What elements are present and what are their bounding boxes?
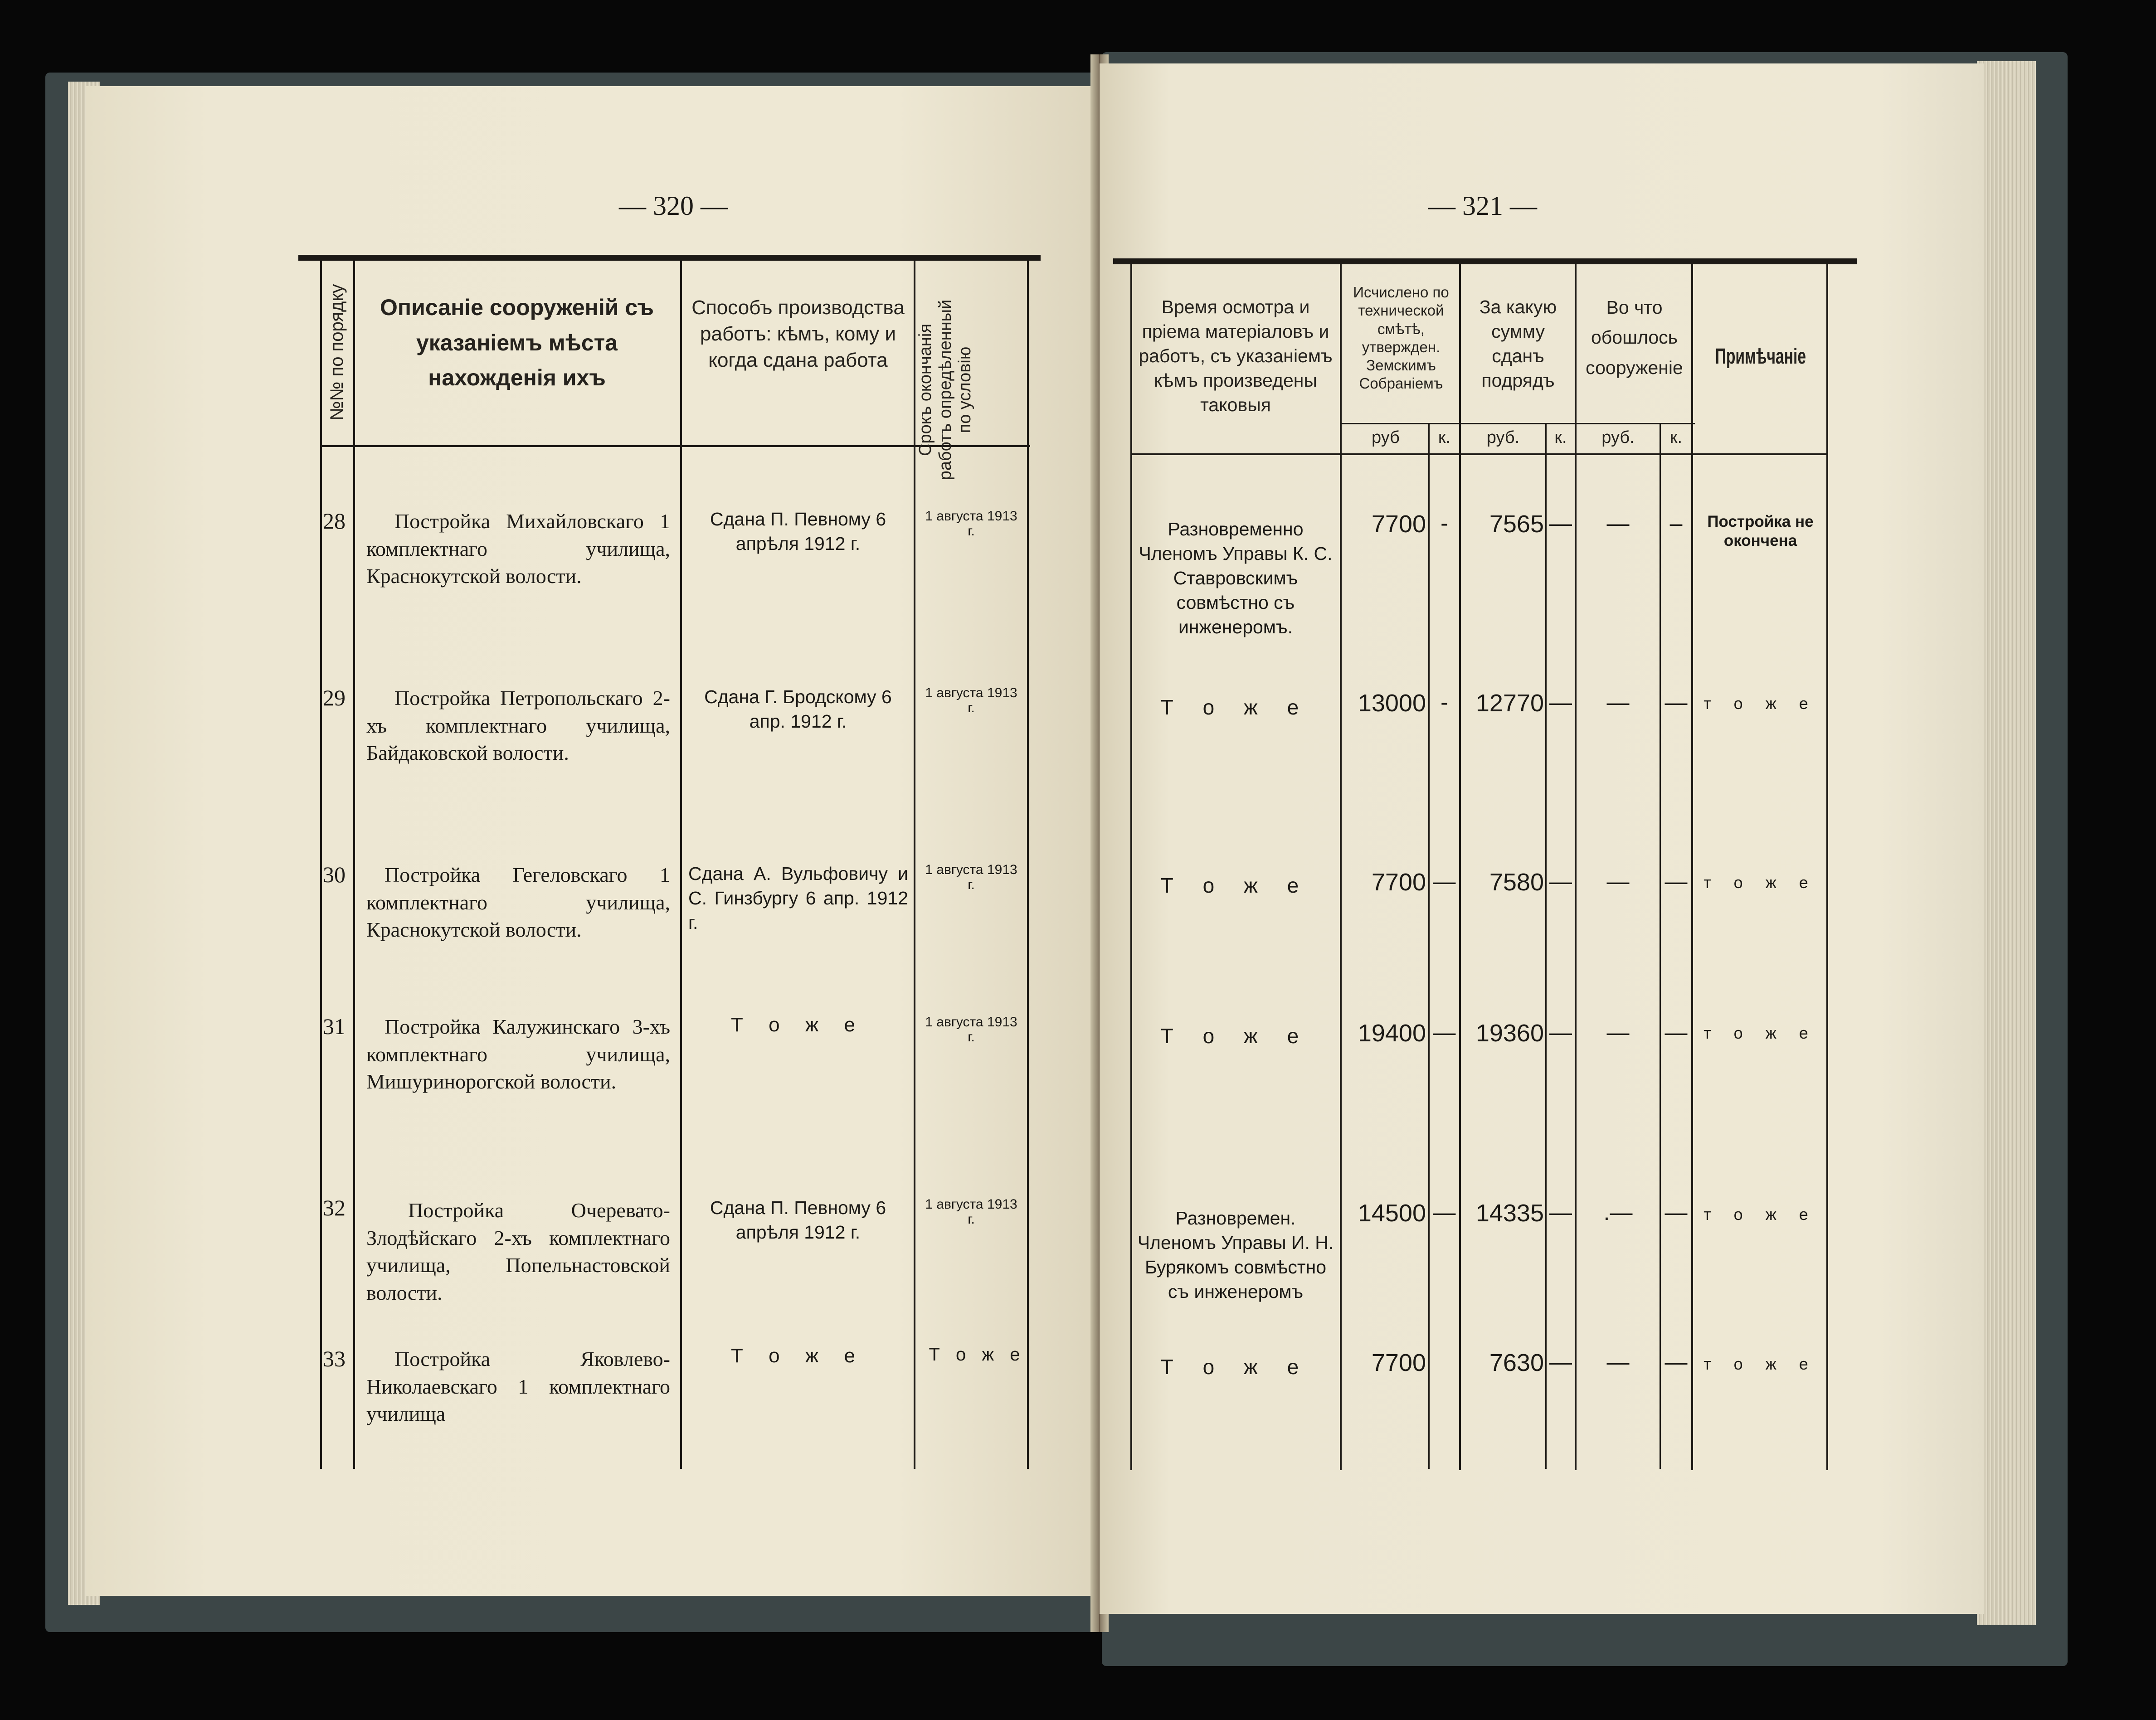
subheader-cost-kop: к.	[1669, 428, 1683, 447]
row-contract-rub: 19360	[1475, 1020, 1544, 1047]
page-block-edge-right	[1977, 61, 2036, 1625]
row-contract-kop: —	[1549, 690, 1572, 715]
row-number: 29	[323, 685, 346, 710]
left-col-divider-3	[680, 261, 682, 1469]
row-estimate-rub: 7700	[1371, 869, 1426, 896]
left-col-divider-5	[1027, 261, 1029, 1469]
row-description: Постройка Яковлево-Николаевскаго 1 комплектнаго училища	[366, 1347, 670, 1426]
subheader-estimate-rub: руб	[1372, 428, 1400, 447]
row-note: т о ж е	[1703, 1024, 1817, 1042]
row-estimate-rub: 19400	[1358, 1020, 1426, 1047]
row-number: 32	[323, 1195, 346, 1220]
row-note: т о ж е	[1703, 1205, 1817, 1224]
row-deadline: 1 августа 1913 г.	[925, 862, 1017, 892]
row-cost-rub: —	[1606, 869, 1630, 894]
row-cost-rub: —	[1606, 690, 1630, 715]
row-deadline: 1 августа 1913 г.	[925, 1015, 1017, 1045]
row-cost-kop: —	[1664, 1349, 1688, 1375]
row-method: Т о ж е	[731, 1014, 865, 1036]
right-col-divider-7	[1660, 424, 1661, 1469]
row-contract-kop: —	[1549, 1349, 1572, 1375]
row-contract-kop: —	[1549, 1200, 1572, 1225]
row-inspection: Т о ж е	[1160, 874, 1311, 897]
header-inspection: Время осмотра и пріема матеріаловъ и работъ, съ указаніемъ кѣмъ произведены таковыя	[1139, 296, 1333, 416]
row-cost-kop: –	[1669, 510, 1683, 536]
header-method: Способъ производства работъ: кѣмъ, кому и когда сдана работа	[691, 296, 905, 372]
right-table-top-rule	[1113, 258, 1857, 264]
row-inspection: Разновременно Членомъ Управы К. С. Ставровскимъ совмѣстно съ инженеромъ.	[1139, 519, 1333, 638]
right-col-divider-8	[1691, 264, 1693, 1470]
row-number: 31	[323, 1014, 346, 1039]
row-description: Постройка Михайловскаго 1 комплектнаго училища, Краснокутской волости.	[366, 510, 670, 588]
row-cost-rub: —	[1606, 510, 1630, 536]
row-description: Постройка Калужинскаго 3-хъ комплектнаго училища, Мишуринорогской волости.	[366, 1015, 670, 1093]
header-contract: За какую сумму сданъ подрядъ	[1479, 296, 1557, 391]
row-estimate-kop: —	[1433, 869, 1456, 894]
row-estimate-kop: -	[1441, 510, 1448, 536]
right-col-divider-1	[1130, 264, 1132, 1470]
row-contract-kop: —	[1549, 1020, 1572, 1045]
subheader-estimate-kop: к.	[1438, 428, 1451, 447]
subheader-contract-rub: руб.	[1486, 428, 1520, 447]
row-contract-rub: 7580	[1489, 869, 1544, 896]
row-estimate-kop: -	[1441, 690, 1448, 715]
row-cost-rub: —	[1606, 1020, 1630, 1045]
row-inspection: Разновремен. Членомъ Управы И. Н. Бурякомъ совмѣстно съ инженеромъ	[1137, 1208, 1334, 1302]
right-col-divider-2	[1340, 264, 1342, 1470]
row-estimate-kop: —	[1433, 1020, 1456, 1045]
header-estimate: Исчислено по технической смѣтѣ, утвержден. Земскимъ Собраніемъ	[1353, 284, 1449, 392]
left-col-divider-4	[914, 261, 915, 1469]
row-cost-kop: —	[1664, 869, 1688, 894]
left-page-number: — 320 —	[619, 191, 728, 221]
row-estimate-rub: 7700	[1371, 1349, 1426, 1376]
row-note: Постройка не окончена	[1707, 513, 1814, 549]
right-subheader-rule	[1341, 423, 1695, 424]
header-note: Примѣчаніе	[1715, 345, 1806, 369]
row-cost-kop: —	[1664, 1020, 1688, 1045]
left-table-top-rule	[298, 255, 1041, 261]
row-deadline: 1 августа 1913 г.	[925, 685, 1017, 715]
right-table-header-rule	[1131, 453, 1827, 455]
row-deadline: 1 августа 1913 г.	[925, 1197, 1017, 1227]
row-method: Т о ж е	[731, 1345, 865, 1367]
row-inspection: Т о ж е	[1160, 695, 1311, 719]
header-cost: Во что обошлось сооруженіе	[1586, 297, 1683, 378]
right-col-divider-9	[1826, 264, 1828, 1470]
row-note: т о ж е	[1703, 873, 1817, 892]
right-col-divider-3	[1428, 424, 1430, 1469]
row-inspection: Т о ж е	[1160, 1355, 1311, 1379]
row-note: т о ж е	[1703, 694, 1817, 713]
row-cost-rub: —	[1606, 1349, 1630, 1375]
row-note: т о ж е	[1703, 1355, 1817, 1373]
row-cost-kop: —	[1664, 1200, 1688, 1225]
right-col-divider-5	[1545, 424, 1547, 1469]
row-estimate-rub: 13000	[1358, 690, 1426, 717]
header-deadline: Срокъ окончанія работъ опредѣленный по условію	[916, 299, 975, 481]
row-number: 28	[323, 508, 346, 534]
row-description: Постройка Очеревато-Злодѣйскаго 2-хъ комплектнаго училища, Попельнастовской волости.	[366, 1199, 670, 1305]
row-number: 30	[323, 862, 346, 887]
row-contract-rub: 12770	[1475, 690, 1544, 717]
row-cost-rub: .—	[1603, 1200, 1633, 1225]
row-estimate-rub: 14500	[1358, 1200, 1426, 1227]
row-method: Сдана Г. Бродскому 6 апр. 1912 г.	[704, 686, 892, 732]
row-contract-kop: —	[1549, 869, 1572, 894]
row-deadline: 1 августа 1913 г.	[925, 509, 1017, 539]
subheader-contract-kop: к.	[1554, 428, 1567, 447]
row-cost-kop: —	[1664, 690, 1688, 715]
right-page-number: — 321 —	[1428, 191, 1537, 221]
row-description: Постройка Петропольскаго 2-хъ комплектнаго училища, Байдаковской волости.	[366, 686, 670, 765]
row-description: Постройка Гегеловскаго 1 комплектнаго училища, Краснокутской волости.	[366, 863, 670, 942]
row-estimate-kop: —	[1433, 1200, 1456, 1225]
row-method: Сдана П. Певному 6 апрѣля 1912 г.	[710, 509, 886, 554]
row-inspection: Т о ж е	[1160, 1024, 1311, 1048]
row-contract-rub: 7565	[1489, 510, 1544, 538]
row-number: 33	[323, 1346, 346, 1371]
row-deadline: Т о ж е	[929, 1345, 1026, 1365]
row-method: Сдана А. Вульфовичу и С. Гинзбургу 6 апр. 1912 г.	[688, 863, 908, 933]
row-contract-rub: 7630	[1489, 1349, 1544, 1376]
subheader-cost-rub: руб.	[1601, 428, 1635, 447]
row-method: Сдана П. Певному 6 апрѣля 1912 г.	[710, 1197, 886, 1243]
header-description: Описаніе сооруженій съ указаніемъ мѣста нахожденія ихъ	[380, 295, 654, 390]
row-estimate-rub: 7700	[1371, 510, 1426, 538]
row-contract-rub: 14335	[1475, 1200, 1544, 1227]
header-order-number: №№ по порядку	[327, 284, 347, 421]
row-contract-kop: —	[1549, 510, 1572, 536]
left-col-divider-2	[353, 261, 355, 1469]
